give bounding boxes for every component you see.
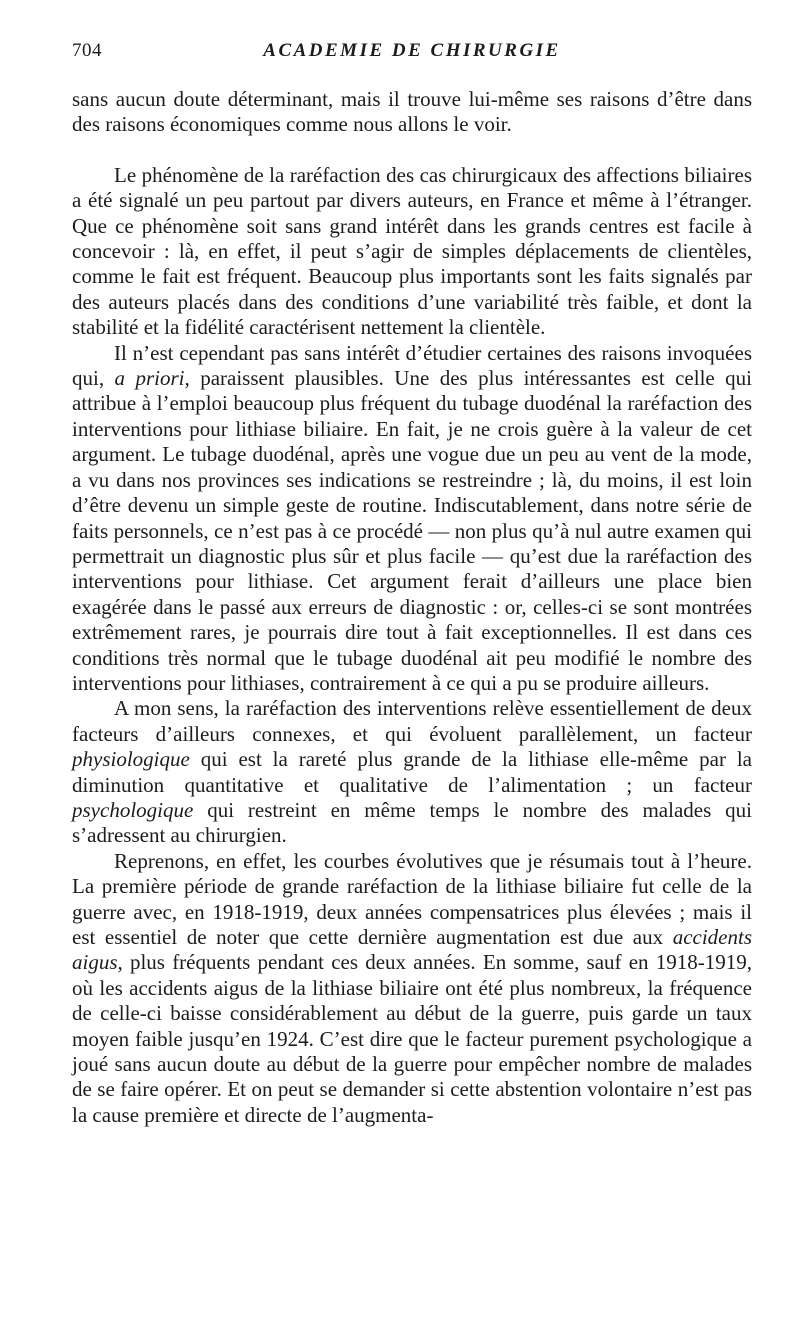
paragraph-3 [72, 341, 752, 697]
paragraph-text: Reprenons, en effet, les courbes évolutives que je résumais tout à l’heure. La première période de grande raréfaction de la lithiase biliaire fut celle de la guerre avec, en 1918-1919, deux années compensatrices plus élevées ; mais il est essentiel de noter que cette dernière augmentation est due aux [72, 848, 752, 949]
running-head: ACADEMIE DE CHIRURGIE [263, 40, 561, 61]
paragraph-text: qui est la rareté plus grande de la lithiase elle-même par la diminution quantitative et qualitative de l’alimentation ; un facteur [72, 747, 752, 797]
paragraph-text: , paraissent plausibles. Une des plus intéressantes est celle qui attribue à l’emploi beaucoup plus fréquent du tubage duodénal la raréfaction des interventions pour lithiase biliaire. En fait, je ne crois guère à la valeur de cet argument. Le tubage duodénal, après une vogue due un peu au vent de la mode, a vu dans nos provinces ses indications se restreindre ; là, du moins, il est loin d’être devenu un simple geste de routine. Indiscutablement, dans notre série de faits personnels, ce n’est pas à ce procédé — non plus qu’à nul autre examen qui permettrait un diagnostic plus sûr et plus facile — qu’est due la raréfaction des interventions pour lithiase. Cet argument ferait d’ailleurs une place bien exagérée dans le passé aux erreurs de diagnostic : or, celles-ci se sont montrées extrêmement rares, je pourrais dire tout à fait exceptionnelles. Il est dans ces conditions très normal que le tubage duodénal ait peu modifié le nombre des interventions pour lithiases, contrairement à ce qui a pu se produire ailleurs. [72, 366, 752, 695]
page-number: 704 [72, 40, 102, 61]
italic-term: psychologique [72, 797, 194, 822]
page-header [72, 40, 752, 70]
paragraph-text: A mon sens, la raréfaction des interventions relève essentiellement de deux facteurs d’ailleurs connexes, et qui évoluent parallèlement, un facteur [72, 696, 752, 746]
paragraph-text: Le phénomène de la raréfaction des cas chirurgicaux des affections biliaires a été signalé un peu partout par divers auteurs, en France et même à l’étranger. Que ce phénomène soit sans grand intérêt dans les grands centres est facile à concevoir : là, en effet, il peut s’agir de simples déplacements de clientèles, comme le fait est fréquent. Beaucoup plus importants sont les faits signalés par des auteurs placés dans des conditions d’une variabilité très faible, et dont la stabilité et la fidélité caractérisent nettement la clientèle. [72, 162, 752, 340]
paragraph-4 [72, 696, 752, 848]
body-text [72, 87, 752, 1128]
paragraph-5 [72, 849, 752, 1128]
italic-term: a priori [114, 366, 185, 391]
paragraph-text: sans aucun doute déterminant, mais il trouve lui-même ses raisons d’être dans des raisons économiques comme nous allons le voir. [72, 87, 752, 137]
paragraph-text: , plus fréquents pendant ces deux années. En somme, sauf en 1918-1919, où les accidents aigus de la lithiase biliaire ont été plus nombreux, la fréquence de celle-ci baisse considérablement au début de la guerre, puis garde un taux moyen faible jusqu’en 1924. C’est dire que le facteur purement psychologique a joué sans aucun doute au début de la guerre pour empêcher nombre de malades de se faire opérer. Et on peut se demander si cette abstention volontaire n’est pas la cause première et directe de l’augmenta- [72, 950, 752, 1127]
italic-term: physiologique [72, 747, 190, 772]
paragraph-text: qui restreint en même temps le nombre des malades qui s’adressent au chirurgien. [72, 797, 752, 848]
paragraph-text: Il n’est cependant pas sans intérêt d’étudier certaines des raisons invoquées qui, [72, 340, 752, 391]
paragraph-2 [72, 163, 752, 341]
italic-term: accidents aigus [72, 925, 752, 975]
paragraph-1 [72, 87, 752, 138]
